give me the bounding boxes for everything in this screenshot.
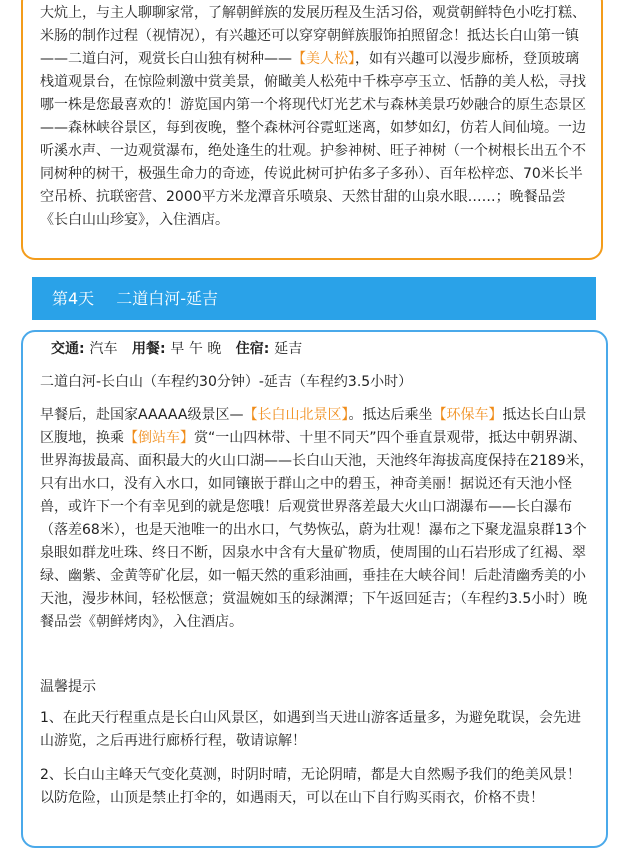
day-label: 第4天 [52,289,95,308]
transport-label: 交通 [51,341,79,357]
stay-value: 延吉 [274,341,303,357]
meal-value: 早 午 晚 [170,341,222,357]
highlighted-place-name: 【环保车】 [432,407,503,423]
transport-value: 汽车 [89,341,118,357]
text-segment: ，如有兴趣可以漫步廊桥，登顶玻璃栈道观景台，在惊险刺激中赏美景，俯瞰美人松苑中千株亭亭玉立、恬静的美人松，寻找哪一株是您最喜欢的！游览国内第一个将现代灯光艺术与森林美景巧妙融合的原生态景区——森林峡谷景区，每到夜晚，整个森林河谷霓虹迷离，如梦如幻，仿若人间仙境。一边听溪水声、一边观赏瀑布，绝处逢生的壮观。护参神树、旺子神树（一个树根长出五个不同树种的树干，极强生命力的奇迹，传说此树可护佑多子多孙）、百年松梓恋、70米长半空吊桥、抗联密营、2000平方米龙潭音乐喷泉、天然甘甜的山泉水眼……；晚餐品尝《长白山山珍宴》，入住酒店。 [40,51,586,228]
tips-title: 温馨提示 [40,679,96,695]
highlighted-place-name: 【长白山北景区】 [243,407,349,423]
day4-info-row: 交通: 汽车 用餐: 早 午 晚 住宿: 延吉 [51,341,303,357]
text-segment: 抵达长白山景区腹地，换乘 [40,407,587,446]
meal-label: 用餐 [131,341,160,357]
day4-header-bar [32,277,596,320]
text-segment: 早餐后，赴国家AAAAA级景区— [40,407,244,423]
text-segment: 。抵达后乘坐 [348,407,433,423]
highlighted-place-name: 【美人松】 [292,51,355,67]
stay-label: 住宿 [235,341,264,357]
day-route-title: 二道白河-延吉 [116,289,218,308]
tip-item-2: 2、长白山主峰天气变化莫测，时阴时晴，无论阴晴，都是大自然赐予我们的绝美风景！以防危险，山顶是禁止打伞的，如遇雨天，可以在山下自行购买雨衣，价格不贵！ [40,767,581,806]
text-segment: 赏“一山四林带、十里不同天”四个垂直景观带，抵达中朝界湖、世界海拔最高、面积最大的火山口湖——长白山天池，天池终年海拔高度保持在2189米，只有出水口，没有入水口，如同镶嵌于群山之中的碧玉，神奇美丽！据说还有天池小怪兽，或许下一个有幸见到的就是您哦！后观赏世界落差最大火山口湖瀑布——长白瀑布（落差68米），也是天池唯一的出水口，气势恢弘，蔚为壮观！瀑布之下聚龙温泉群13个泉眼如群龙吐珠、终日不断，因泉水中含有大量矿物质，使周围的山石岩形成了红褐、翠绿、幽紫、金黄等矿化层，如一幅天然的重彩油画，垂挂在大峡谷间！后赴清幽秀美的小天池，漫步林间，轻松惬意；赏温婉如玉的绿渊潭；下午返回延吉；（车程约3.5小时）晚餐品尝《朝鲜烤肉》，入住酒店。 [40,430,594,630]
day3-description [40,2,592,232]
tip-item-1: 1、在此天行程重点是长白山风景区，如遇到当天进山游客适量多，为避免耽误，会先进山游览，之后再进行廊桥行程，敬请谅解！ [40,710,581,749]
day4-description [40,404,594,634]
route-line: 二道白河-长白山（车程约30分钟）-延吉（车程约3.5小时） [40,374,413,390]
text-segment: 大炕上，与主人聊聊家常，了解朝鲜族的发展历程及生活习俗，观赏朝鲜特色小吃打糕、米肠的制作过程（视情况），有兴趣还可以穿穿朝鲜族服饰拍照留念！抵达长白山第一镇——二道白河，观赏长白山独有树种—— [40,5,586,67]
highlighted-place-name: 【倒站车】 [124,430,194,446]
